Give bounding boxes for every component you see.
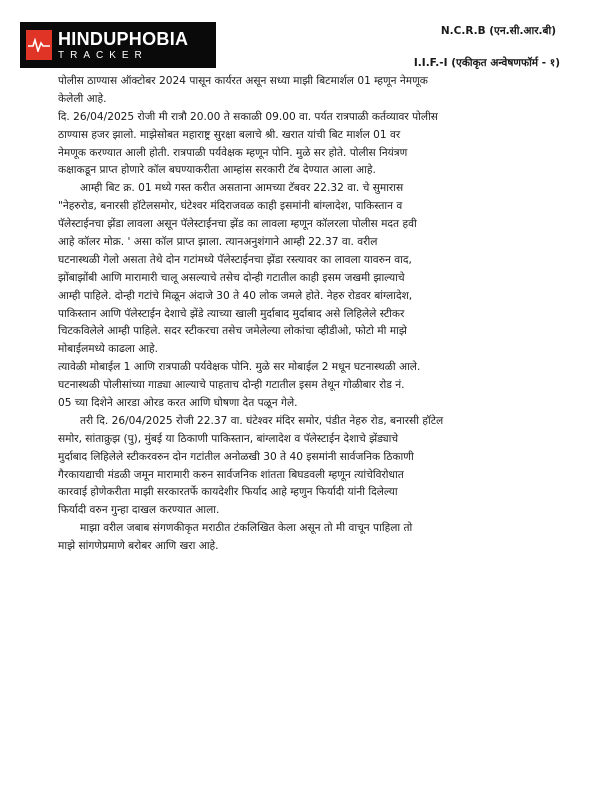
text-line: केलेली आहे. bbox=[58, 92, 107, 105]
text-line: पाकिस्तान आणि पॅलेस्टाईन देशाचे झेंडे त्याच्या खाली मुर्दाबाद मुर्दाबाद असे लिहिलेले स्टीकर bbox=[58, 307, 405, 320]
text-line: झोंबाझोंबी आणि मारामारी चालू असल्याचे तसेच दोन्ही गटातील काही इसम जखमी झाल्याचे bbox=[58, 271, 405, 284]
text-line: आहे कॉलर मोक्र. ' असा कॉल प्राप्त झाला. त्यानअनुशंगाने आम्ही 22.37 वा. वरील bbox=[58, 236, 378, 249]
text-line: घटनास्थळी पोलीसांच्या गाड्या आल्याचे पाहताच दोन्ही गटातील इसम तेथून गोळीबार रोड नं. bbox=[58, 379, 405, 392]
text-line: त्यावेळी मोबाईल 1 आणि रात्रपाळी पर्यवेक्षक पोनि. मुळे सर मोबाईल 2 मधून घटनास्थळी आले. bbox=[58, 361, 421, 374]
text-line: माझा वरील जबाब संगणकीकृत मराठीत टंकलिखित केला असून तो मी वाचून पाहिला तो bbox=[80, 522, 413, 535]
statement-body bbox=[58, 73, 568, 556]
text-line: तरी दि. 26/04/2025 रोजी 22.37 वा. घंटेश्वर मंदिर समोर, पंडीत नेहरु रोड, बनारसी हॉटेल bbox=[80, 414, 444, 427]
ncrb-header: N.C.R.B (एन.सी.आर.बी) bbox=[440, 25, 556, 37]
text-line: समोर, सांताक्रुझ (पु), मुंबई या ठिकाणी पाकिस्तान, बांग्लादेश व पॅलेस्टाईन देशाचे झेंड्याचे bbox=[58, 432, 399, 445]
text-line: माझे सांगणेप्रमाणे बरोबर आणि खरा आहे. bbox=[58, 540, 219, 553]
hinduphobia-tracker-logo bbox=[20, 22, 216, 68]
text-line: गैरकायद्याची मंडळी जमून मारामारी करुन सार्वजनिक शांतता बिघडवली म्हणून त्यांचेविरोधात bbox=[58, 468, 404, 481]
form-title: I.I.F.-I (एकीकृत अ‍न्वेषणफॉर्म - १) bbox=[413, 57, 560, 69]
text-line: ठाण्यास हजर झालो. माझेसोबत महाराष्ट्र सुरक्षा बलाचे श्री. खरात यांची बिट मार्शल 01 वर bbox=[58, 128, 401, 141]
text-line: नेमणूक करण्यात आली होती. रात्रपाळी पर्यवेक्षक म्हणून पोनि. मुळे सर होते. पोलीस नियंत्रण bbox=[58, 146, 408, 159]
text-line: फिर्यादी वरुन गुन्हा दाखल करण्यात आला. bbox=[58, 504, 220, 517]
text-line: आम्ही पाहिले. दोन्ही गटांचे मिळून अंदाजे 30 ते 40 लोक जमले होते. नेहरु रोडवर बांग्लादेश, bbox=[58, 289, 413, 302]
text-line: कक्षाकडून प्राप्त होणारे कॉल बघण्याकरीता आम्हांस सरकारी टॅब देण्यात आला आहे. bbox=[58, 164, 376, 177]
text-line: मुर्दाबाद लिहिलेले स्टीकरवरुन दोन गटांतील अनोळखी 30 ते 40 इसमांनी सार्वजनिक ठिकाणी bbox=[58, 450, 414, 463]
logo-subtitle: TRACKER bbox=[58, 49, 148, 61]
text-line: मोबाईलमध्ये काढला आहे. bbox=[58, 343, 159, 356]
heartbeat-icon bbox=[26, 30, 52, 60]
text-line: "नेहरुरोड, बनारसी हॉटेलसमोर, घंटेश्वर मंदिराजवळ काही इसमांनी बांग्लादेश, पाकिस्तान व bbox=[58, 200, 403, 213]
text-line: चिटकविलेले आम्ही पाहिले. सदर स्टीकरचा तसेच जमेलेल्या लोकांचा व्हीडीओ, फोटो मी माझे bbox=[58, 325, 407, 338]
text-line: पोलीस ठाण्यास ऑक्टोबर 2024 पासून कार्यरत असून सध्या माझी बिटमार्शल 01 म्हणून नेमणूक bbox=[58, 75, 428, 87]
text-line: घटनास्थळी गेलो असता तेथे दोन गटांमध्ये पॅलेस्टाईनचा झेंडा रस्त्यावर का लावला यावरुन वाद, bbox=[58, 253, 412, 266]
text-line: 05 च्या दिशेने आरडा ओरड करत आणि घोषणा देत पळून गेले. bbox=[58, 397, 298, 410]
text-line: कारवाई होणेकरीता माझी सरकारतर्फे कायदेशीर फिर्याद आहे म्हणुन फिर्यादी यांनी दिलेल्या bbox=[58, 486, 398, 499]
text-line: दि. 26/04/2025 रोजी मी रात्रौ 20.00 ते सकाळी 09.00 वा. पर्यत रात्रपाळी कर्तव्यावर पोलीस bbox=[58, 110, 438, 123]
text-line: आम्ही बिट क्र. 01 मध्ये गस्त करीत असताना आमच्या टॅबवर 22.32 वा. चे सुमारास bbox=[80, 182, 404, 195]
logo-title: HINDUPHOBIA bbox=[58, 28, 189, 49]
text-line: पॅलेस्टाईनचा झेंडा लावला असून पॅलेस्टाईनचा झेंड का लावला म्हणून कॉलरला पोलीस मदत हवी bbox=[58, 218, 417, 231]
